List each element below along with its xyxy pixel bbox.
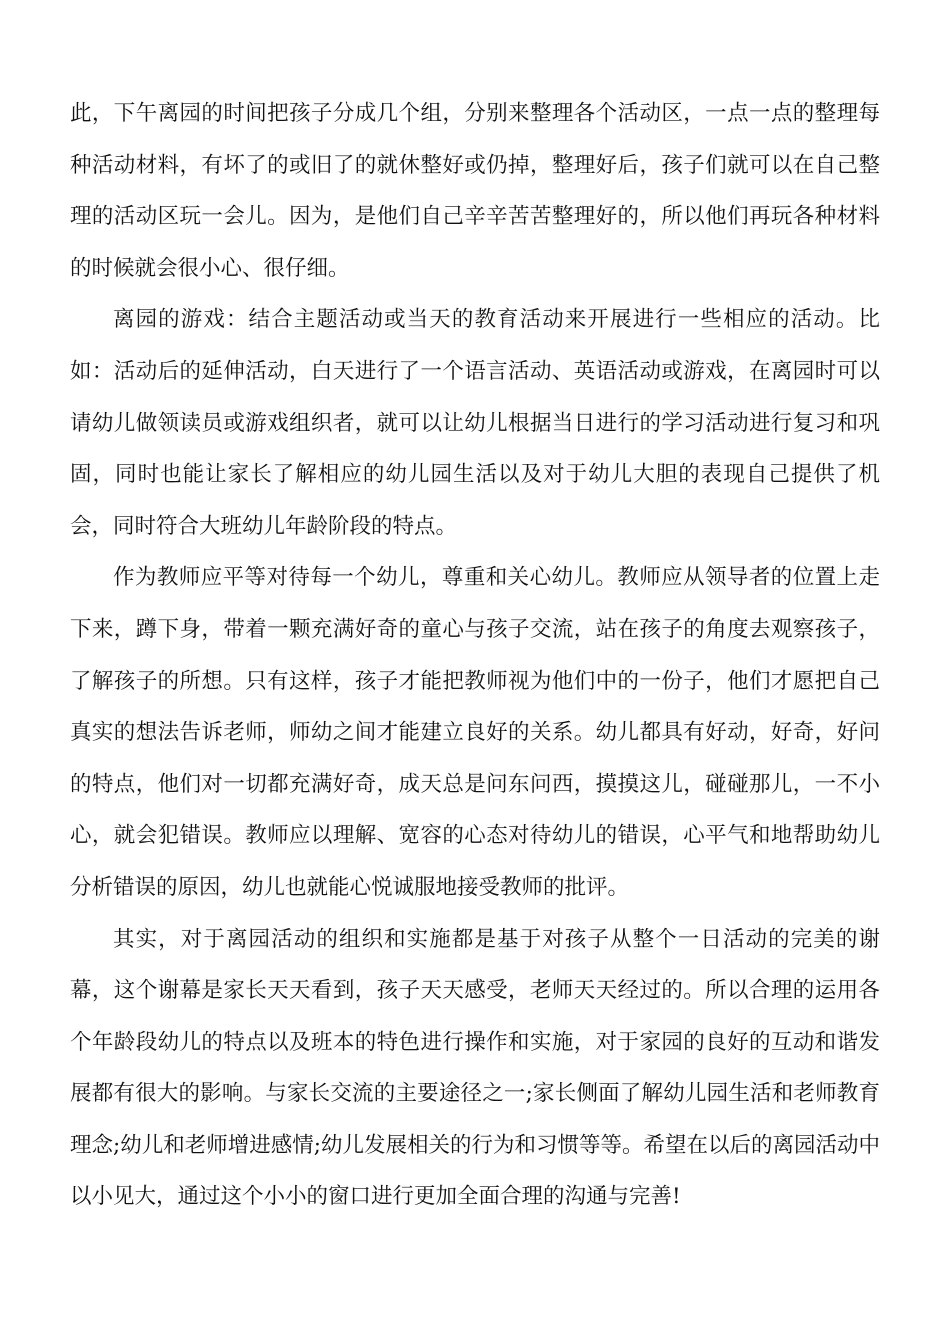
- paragraph-4: 其实，对于离园活动的组织和实施都是基于对孩子从整个一日活动的完美的谢幕，这个谢幕是家长天天看到，孩子天天感受，老师天天经过的。所以合理的运用各个年龄段幼儿的特点以及班本的特色进行操作和实施，对于家园的良好的互动和谐发展都有很大的影响。与家长交流的主要途径之一;家长侧面了解幼儿园生活和老师教育理念;幼儿和老师增进感情;幼儿发展相关的行为和习惯等等。希望在以后的离园活动中以小见大，通过这个小小的窗口进行更加全面合理的沟通与完善!: [70, 926, 880, 1210]
- document-body: [70, 88, 880, 1223]
- paragraph-2: 离园的游戏：结合主题活动或当天的教育活动来开展进行一些相应的活动。比如：活动后的延伸活动，白天进行了一个语言活动、英语活动或游戏，在离园时可以请幼儿做领读员或游戏组织者，就可以让幼儿根据当日进行的学习活动进行复习和巩固，同时也能让家长了解相应的幼儿园生活以及对于幼儿大胆的表现自己提供了机会，同时符合大班幼儿年龄阶段的特点。: [70, 307, 880, 539]
- paragraph-3: 作为教师应平等对待每一个幼儿，尊重和关心幼儿。教师应从领导者的位置上走下来，蹲下身，带着一颗充满好奇的童心与孩子交流，站在孩子的角度去观察孩子，了解孩子的所想。只有这样，孩子才能把教师视为他们中的一份子，他们才愿把自己真实的想法告诉老师，师幼之间才能建立良好的关系。幼儿都具有好动，好奇，好问的特点，他们对一切都充满好奇，成天总是问东问西，摸摸这儿，碰碰那儿，一不小心，就会犯错误。教师应以理解、宽容的心态对待幼儿的错误，心平气和地帮助幼儿分析错误的原因，幼儿也就能心悦诚服地接受教师的批评。: [70, 565, 880, 900]
- paragraph-1: 此，下午离园的时间把孩子分成几个组，分别来整理各个活动区，一点一点的整理每种活动材料，有坏了的或旧了的就休整好或仍掉，整理好后，孩子们就可以在自己整理的活动区玩一会儿。因为，是他们自己辛辛苦苦整理好的，所以他们再玩各种材料的时候就会很小心、很仔细。: [70, 101, 880, 281]
